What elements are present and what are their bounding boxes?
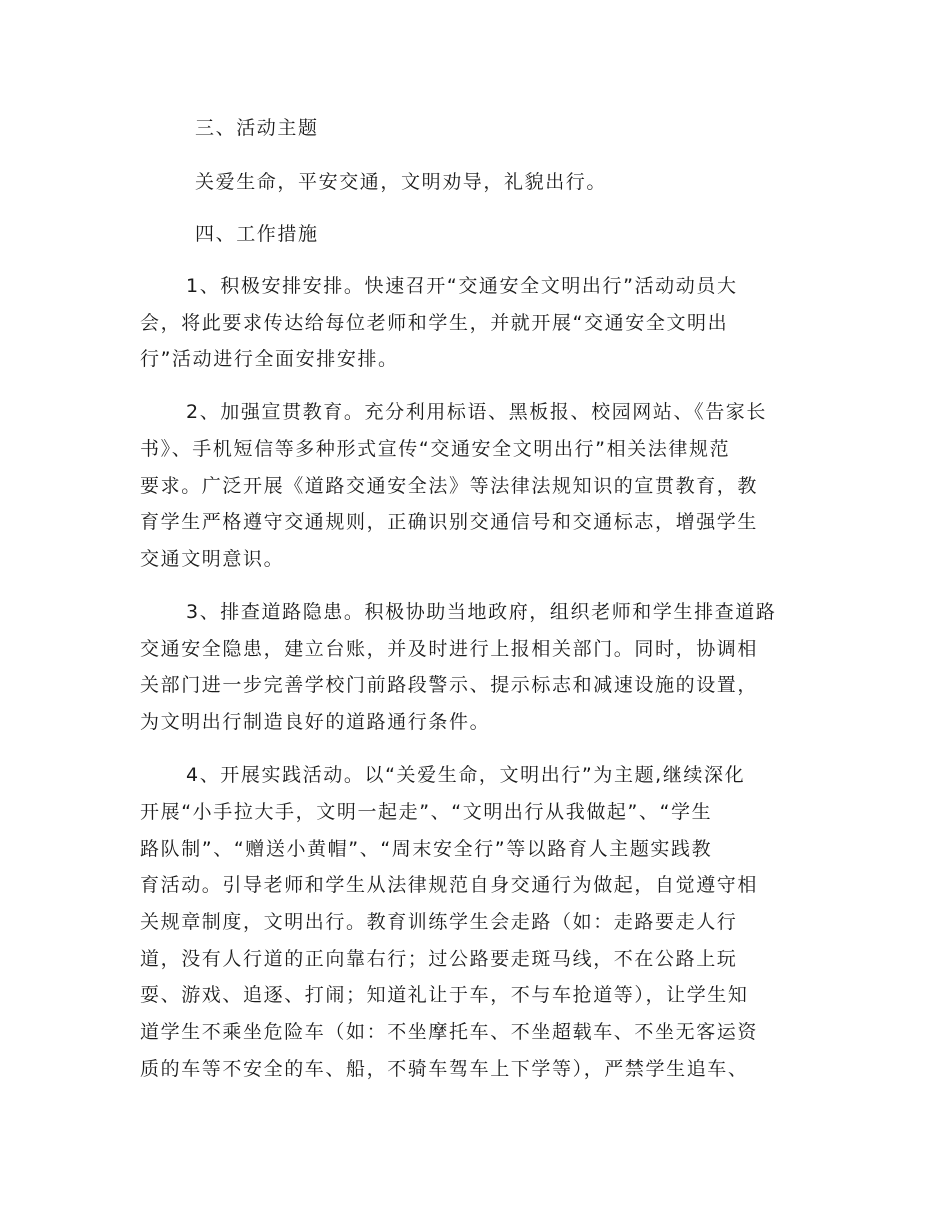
paragraph-line: 道学生不乘坐危险车（如：不坐摩托车、不坐超载车、不坐无客运资 xyxy=(140,1021,759,1043)
paragraph-line: 书》、手机短信等多种形式宣传“交通安全文明出行”相关法律规范 xyxy=(140,438,731,460)
paragraph-line: 4、开展实践活动。以“关爱生命，文明出行”为主题,继续深化 xyxy=(186,764,746,786)
paragraph-line: 会，将此要求传达给每位老师和学生，并就开展“交通安全文明出 xyxy=(140,312,729,334)
paragraph-line: 1、积极安排安排。快速召开“交通安全文明出行”活动动员大 xyxy=(186,275,738,297)
paragraph-line: 关部门进一步完善学校门前路段警示、提示标志和减速设施的设置， xyxy=(140,674,759,696)
paragraph-line: 交通安全隐患，建立台账，并及时进行上报相关部门。同时，协调相 xyxy=(140,638,759,660)
paragraph-line: 交通文明意识。 xyxy=(140,548,285,570)
section-heading: 三、活动主题 xyxy=(195,117,319,139)
paragraph-line: 3、排查道路隐患。积极协助当地政府，组织老师和学生排查道路 xyxy=(186,601,777,623)
paragraph-line: 要求。广泛开展《道路交通安全法》等法律法规知识的宣贯教育，教 xyxy=(140,475,759,497)
section-heading: 四、工作措施 xyxy=(195,223,319,245)
paragraph-line: 道，没有人行道的正向靠右行；过公路要走斑马线，不在公路上玩 xyxy=(140,948,738,970)
paragraph-line: 关规章制度，文明出行。教育训练学生会走路（如：走路要走人行 xyxy=(140,911,738,933)
paragraph-line: 开展“小手拉大手，文明一起走”、“文明出行从我做起”、“学生 xyxy=(140,801,713,823)
paragraph-line: 育活动。引导老师和学生从法律规范自身交通行为做起，自觉遵守相 xyxy=(140,874,759,896)
paragraph-line: 为文明出行制造良好的道路通行条件。 xyxy=(140,711,491,733)
theme-text: 关爱生命，平安交通，文明劝导，礼貌出行。 xyxy=(195,171,608,193)
paragraph-line: 耍、游戏、追逐、打闹；知道礼让于车，不与车抢道等），让学生知 xyxy=(140,984,749,1006)
paragraph-line: 路队制”、“赠送小黄帽”、“周末安全行”等以路育人主题实践教 xyxy=(140,838,713,860)
paragraph-line: 质的车等不安全的车、船，不骑车驾车上下学等），严禁学生追车、 xyxy=(140,1058,749,1080)
paragraph-line: 行”活动进行全面安排安排。 xyxy=(140,348,399,370)
paragraph-line: 2、加强宣贯教育。充分利用标语、黑板报、校园网站、《告家长 xyxy=(186,401,767,423)
paragraph-line: 育学生严格遵守交通规则，正确识别交通信号和交通标志，增强学生 xyxy=(140,511,759,533)
